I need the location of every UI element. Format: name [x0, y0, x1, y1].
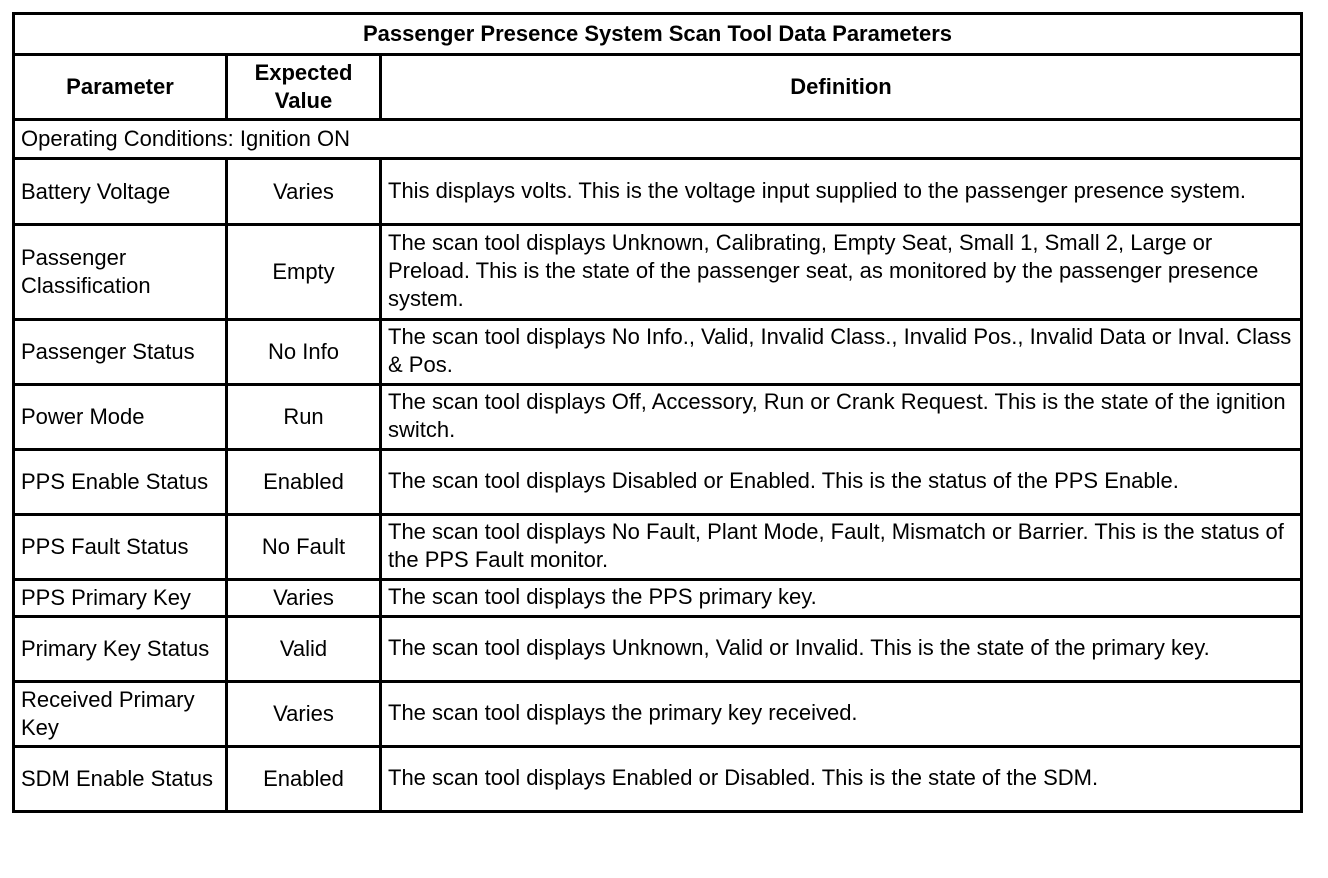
- operating-conditions: Operating Conditions: Ignition ON: [14, 120, 1302, 159]
- scan-tool-parameters-table: [12, 12, 1303, 813]
- table-header-row: [14, 55, 1302, 120]
- document-page: [12, 12, 1303, 813]
- table-row: [14, 385, 1302, 450]
- table-row: [14, 617, 1302, 682]
- table-row: [14, 747, 1302, 812]
- parameter-cell: PPS Primary Key: [14, 580, 227, 617]
- header-parameter: Parameter: [14, 55, 227, 120]
- table-row: [14, 225, 1302, 320]
- definition-cell: The scan tool displays the primary key received.: [381, 682, 1302, 747]
- expected-value-cell: Valid: [227, 617, 381, 682]
- expected-value-cell: Varies: [227, 682, 381, 747]
- table-row: [14, 515, 1302, 580]
- parameter-cell: Power Mode: [14, 385, 227, 450]
- table-row: [14, 580, 1302, 617]
- expected-value-cell: No Fault: [227, 515, 381, 580]
- parameter-cell: Battery Voltage: [14, 159, 227, 225]
- definition-cell: The scan tool displays the PPS primary key.: [381, 580, 1302, 617]
- expected-value-cell: No Info: [227, 320, 381, 385]
- definition-cell: The scan tool displays Unknown, Calibrating, Empty Seat, Small 1, Small 2, Large or Preload. This is the state of the passenger seat, as monitored by the passenger presence system.: [381, 225, 1302, 320]
- expected-value-cell: Empty: [227, 225, 381, 320]
- parameter-cell: PPS Fault Status: [14, 515, 227, 580]
- operating-conditions-row: [14, 120, 1302, 159]
- table-row: [14, 682, 1302, 747]
- definition-cell: This displays volts. This is the voltage input supplied to the passenger presence system.: [381, 159, 1302, 225]
- table-row: [14, 159, 1302, 225]
- expected-value-cell: Run: [227, 385, 381, 450]
- table-row: [14, 320, 1302, 385]
- parameter-cell: Received Primary Key: [14, 682, 227, 747]
- expected-value-cell: Varies: [227, 580, 381, 617]
- definition-cell: The scan tool displays Enabled or Disabled. This is the state of the SDM.: [381, 747, 1302, 812]
- header-definition: Definition: [381, 55, 1302, 120]
- table-row: [14, 450, 1302, 515]
- header-expected-value: Expected Value: [227, 55, 381, 120]
- parameter-cell: PPS Enable Status: [14, 450, 227, 515]
- parameter-cell: Passenger Classification: [14, 225, 227, 320]
- definition-cell: The scan tool displays Disabled or Enabled. This is the status of the PPS Enable.: [381, 450, 1302, 515]
- table-title-row: [14, 14, 1302, 55]
- parameter-cell: Passenger Status: [14, 320, 227, 385]
- definition-cell: The scan tool displays No Info., Valid, Invalid Class., Invalid Pos., Invalid Data or Inval. Class & Pos.: [381, 320, 1302, 385]
- definition-cell: The scan tool displays Off, Accessory, Run or Crank Request. This is the state of the ignition switch.: [381, 385, 1302, 450]
- definition-cell: The scan tool displays No Fault, Plant Mode, Fault, Mismatch or Barrier. This is the status of the PPS Fault monitor.: [381, 515, 1302, 580]
- expected-value-cell: Enabled: [227, 747, 381, 812]
- expected-value-cell: Enabled: [227, 450, 381, 515]
- table-title: Passenger Presence System Scan Tool Data Parameters: [14, 14, 1302, 55]
- parameter-cell: Primary Key Status: [14, 617, 227, 682]
- expected-value-cell: Varies: [227, 159, 381, 225]
- parameter-cell: SDM Enable Status: [14, 747, 227, 812]
- definition-cell: The scan tool displays Unknown, Valid or Invalid. This is the state of the primary key.: [381, 617, 1302, 682]
